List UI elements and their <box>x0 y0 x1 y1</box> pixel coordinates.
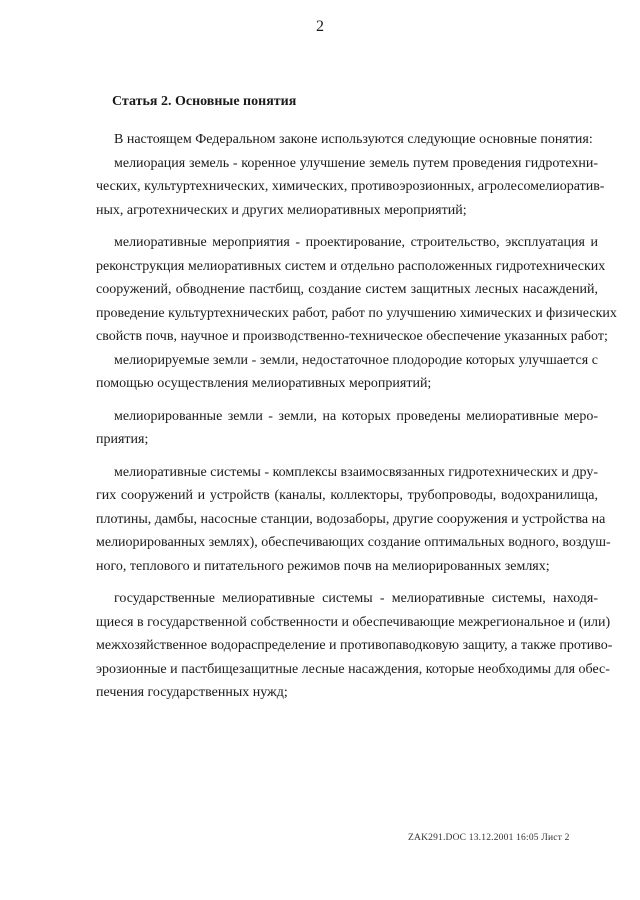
text-line: ных, агротехнических и других мелиоративных мероприятий; <box>96 202 467 218</box>
text-line: гих сооружений и устройств (каналы, коллекторы, трубопроводы, водохранилища, <box>96 488 598 503</box>
intro-line: В настоящем Федеральном законе используются следующие основные понятия: <box>114 132 593 147</box>
text-line: приятия; <box>96 432 149 447</box>
text-line: печения государственных нужд; <box>96 685 288 700</box>
text-line: мелиорация земель - коренное улучшение земель путем проведения гидротехни- <box>114 155 598 171</box>
text-line: эрозионные и пастбищезащитные лесные насаждения, которые необходимы для обес- <box>96 661 610 677</box>
text-line: реконструкция мелиоративных систем и отдельно расположенных гидротехнических <box>96 258 606 274</box>
text-line: проведение культуртехнических работ, работ по улучшению химических и физических <box>96 305 617 321</box>
text-line: плотины, дамбы, насосные станции, водозаборы, другие сооружения и устройства на <box>96 511 606 527</box>
text-line: свойств почв, научное и производственно-техническое обеспечение указанных работ; <box>96 329 608 344</box>
text-line: помощью осуществления мелиоративных мероприятий; <box>96 376 432 391</box>
article-heading: Статья 2. Основные понятия <box>112 94 297 109</box>
text-line: мелиоративные мероприятия - проектирование, строительство, эксплуатация и <box>114 235 598 250</box>
text-line: межхозяйственное водораспределение и противопаводковую защиту, а также противо- <box>96 638 613 653</box>
text-line: ного, теплового и питательного режимов почв на мелиорированных землях; <box>96 558 550 574</box>
text-line: мелиорируемые земли - земли, недостаточное плодородие которых улучшается с <box>114 352 598 368</box>
text-line: государственные мелиоративные системы - мелиоративные системы, находя- <box>114 591 598 606</box>
text-line: ческих, культуртехнических, химических, противоэрозионных, агролесомелиоратив- <box>96 179 605 194</box>
text-line: мелиорированные земли - земли, на которых проведены мелиоративные меро- <box>114 408 598 424</box>
text-line: мелиорированных землях), обеспечивающих создание оптимальных водного, воздуш- <box>96 535 611 550</box>
document-footer: ZAK291.DOC 13.12.2001 16:05 Лист 2 <box>408 833 570 843</box>
text-line: мелиоративные системы - комплексы взаимосвязанных гидротехнических и дру- <box>114 464 598 480</box>
page-number: 2 <box>316 18 324 35</box>
text-line: сооружений, обводнение пастбищ, создание систем защитных лесных насаждений, <box>96 282 598 297</box>
text-line: щиеся в государственной собственности и обеспечивающие межрегиональное и (или) <box>96 614 611 630</box>
body-text <box>96 128 617 705</box>
